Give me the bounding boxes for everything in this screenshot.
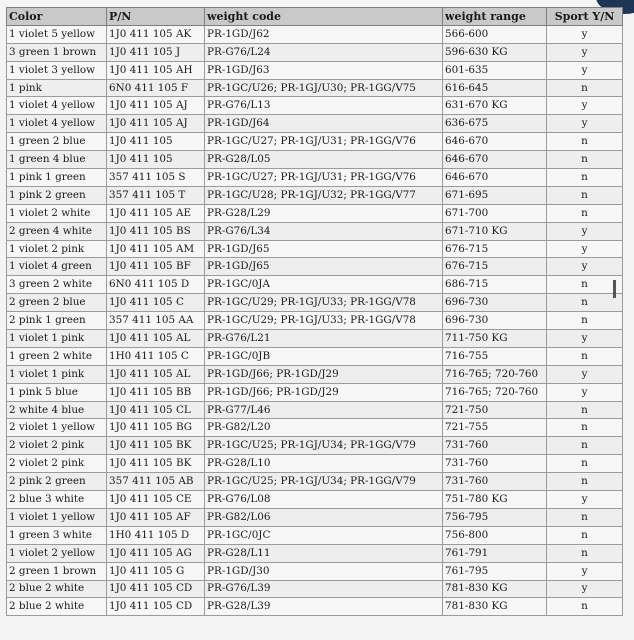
cell-weight-code[interactable]: PR-G77/L46 bbox=[205, 401, 443, 419]
table-row[interactable] bbox=[7, 365, 623, 383]
column-header-color[interactable]: Color bbox=[7, 8, 107, 26]
column-header-part-number[interactable]: P/N bbox=[107, 8, 205, 26]
cell-weight-code[interactable]: PR-G28/L39 bbox=[205, 598, 443, 616]
cell-weight-range[interactable]: 731-760 bbox=[443, 473, 547, 491]
cell-weight-range[interactable]: 636-675 bbox=[443, 115, 547, 133]
table-row[interactable] bbox=[7, 294, 623, 312]
cell-color[interactable]: 3 green 2 white bbox=[7, 276, 107, 294]
cell-cursor-icon bbox=[613, 280, 616, 298]
cell-color[interactable]: 1 green 2 blue bbox=[7, 133, 107, 151]
cell-part-number[interactable]: 1J0 411 105 AE bbox=[107, 204, 205, 222]
cell-weight-range[interactable]: 671-695 bbox=[443, 186, 547, 204]
table-row[interactable] bbox=[7, 97, 623, 115]
cell-color[interactable]: 1 violet 2 yellow bbox=[7, 544, 107, 562]
cell-weight-range[interactable]: 696-730 bbox=[443, 312, 547, 330]
table-row[interactable] bbox=[7, 419, 623, 437]
cell-weight-code[interactable]: PR-1GC/U27; PR-1GJ/U31; PR-1GG/V76 bbox=[205, 169, 443, 187]
cell-weight-code[interactable]: PR-1GC/U26; PR-1GJ/U30; PR-1GG/V75 bbox=[205, 79, 443, 97]
table-row[interactable] bbox=[7, 79, 623, 97]
cell-weight-code[interactable]: PR-1GC/0JB bbox=[205, 347, 443, 365]
cell-weight-code[interactable]: PR-1GD/J65 bbox=[205, 240, 443, 258]
cell-part-number[interactable]: 1J0 411 105 bbox=[107, 133, 205, 151]
table-row[interactable] bbox=[7, 598, 623, 616]
cell-sport[interactable]: n bbox=[547, 186, 623, 204]
cell-color[interactable]: 1 pink 2 green bbox=[7, 186, 107, 204]
table-row[interactable] bbox=[7, 437, 623, 455]
column-header-sport[interactable]: Sport Y/N bbox=[547, 8, 623, 26]
cell-weight-code[interactable]: PR-1GC/0JC bbox=[205, 526, 443, 544]
cell-weight-range[interactable]: 676-715 bbox=[443, 258, 547, 276]
cell-weight-range[interactable]: 566-600 bbox=[443, 25, 547, 43]
cell-color[interactable]: 1 green 3 white bbox=[7, 526, 107, 544]
cell-weight-code[interactable]: PR-1GC/U25; PR-1GJ/U34; PR-1GG/V79 bbox=[205, 473, 443, 491]
cell-weight-range[interactable]: 676-715 bbox=[443, 240, 547, 258]
cell-part-number[interactable]: 1J0 411 105 BB bbox=[107, 383, 205, 401]
cell-sport[interactable]: y bbox=[547, 115, 623, 133]
cell-part-number[interactable]: 1J0 411 105 AJ bbox=[107, 97, 205, 115]
cell-part-number[interactable]: 1J0 411 105 AL bbox=[107, 365, 205, 383]
table-row[interactable] bbox=[7, 258, 623, 276]
cell-sport[interactable]: n bbox=[547, 526, 623, 544]
cell-weight-code[interactable]: PR-G76/L24 bbox=[205, 43, 443, 61]
cell-sport[interactable]: y bbox=[547, 365, 623, 383]
table-row[interactable] bbox=[7, 25, 623, 43]
cell-sport[interactable]: n bbox=[547, 455, 623, 473]
cell-weight-code[interactable]: PR-G28/L10 bbox=[205, 455, 443, 473]
cell-color[interactable]: 3 green 1 brown bbox=[7, 43, 107, 61]
cell-sport[interactable]: n bbox=[547, 276, 623, 294]
table-row[interactable] bbox=[7, 526, 623, 544]
cell-sport[interactable]: y bbox=[547, 61, 623, 79]
cell-weight-range[interactable]: 721-750 bbox=[443, 401, 547, 419]
cell-color[interactable]: 1 violet 4 yellow bbox=[7, 115, 107, 133]
cell-sport[interactable]: y bbox=[547, 580, 623, 598]
cell-sport[interactable]: n bbox=[547, 419, 623, 437]
cell-weight-code[interactable]: PR-1GD/J30 bbox=[205, 562, 443, 580]
cell-weight-code[interactable]: PR-1GD/J65 bbox=[205, 258, 443, 276]
cell-sport[interactable]: y bbox=[547, 258, 623, 276]
cell-part-number[interactable]: 1J0 411 105 AG bbox=[107, 544, 205, 562]
cell-color[interactable]: 1 violet 2 white bbox=[7, 204, 107, 222]
cell-part-number[interactable]: 357 411 105 AA bbox=[107, 312, 205, 330]
cell-weight-code[interactable]: PR-G82/L20 bbox=[205, 419, 443, 437]
cell-color[interactable]: 1 violet 2 pink bbox=[7, 240, 107, 258]
cell-color[interactable]: 1 violet 1 yellow bbox=[7, 508, 107, 526]
cell-sport[interactable]: n bbox=[547, 508, 623, 526]
cell-weight-range[interactable]: 721-755 bbox=[443, 419, 547, 437]
cell-weight-range[interactable]: 646-670 bbox=[443, 151, 547, 169]
cell-part-number[interactable]: 357 411 105 S bbox=[107, 169, 205, 187]
column-header-weight-range[interactable]: weight range bbox=[443, 8, 547, 26]
cell-sport[interactable]: y bbox=[547, 222, 623, 240]
cell-weight-range[interactable]: 696-730 bbox=[443, 294, 547, 312]
cell-weight-range[interactable]: 601-635 bbox=[443, 61, 547, 79]
cell-part-number[interactable]: 1J0 411 105 CD bbox=[107, 598, 205, 616]
cell-sport[interactable]: y bbox=[547, 97, 623, 115]
table-row[interactable] bbox=[7, 133, 623, 151]
cell-weight-code[interactable]: PR-1GD/J66; PR-1GD/J29 bbox=[205, 365, 443, 383]
table-row[interactable] bbox=[7, 544, 623, 562]
cell-part-number[interactable]: 6N0 411 105 F bbox=[107, 79, 205, 97]
cell-part-number[interactable]: 1H0 411 105 C bbox=[107, 347, 205, 365]
cell-weight-range[interactable]: 646-670 bbox=[443, 169, 547, 187]
cell-part-number[interactable]: 357 411 105 T bbox=[107, 186, 205, 204]
cell-sport[interactable]: y bbox=[547, 491, 623, 509]
cell-weight-code[interactable]: PR-1GC/U25; PR-1GJ/U34; PR-1GG/V79 bbox=[205, 437, 443, 455]
cell-weight-code[interactable]: PR-G76/L34 bbox=[205, 222, 443, 240]
table-header-row bbox=[7, 8, 623, 26]
table-row[interactable] bbox=[7, 240, 623, 258]
cell-color[interactable]: 2 pink 1 green bbox=[7, 312, 107, 330]
cell-weight-code[interactable]: PR-G76/L08 bbox=[205, 491, 443, 509]
cell-color[interactable]: 2 white 4 blue bbox=[7, 401, 107, 419]
cell-part-number[interactable]: 1J0 411 105 AL bbox=[107, 330, 205, 348]
cell-part-number[interactable]: 1J0 411 105 BK bbox=[107, 455, 205, 473]
cell-weight-code[interactable]: PR-1GC/U29; PR-1GJ/U33; PR-1GG/V78 bbox=[205, 294, 443, 312]
table-row[interactable] bbox=[7, 151, 623, 169]
cell-part-number[interactable]: 357 411 105 AB bbox=[107, 473, 205, 491]
cell-sport[interactable]: n bbox=[547, 133, 623, 151]
cell-sport[interactable]: n bbox=[547, 544, 623, 562]
cell-weight-code[interactable]: PR-1GC/0JA bbox=[205, 276, 443, 294]
cell-sport[interactable]: n bbox=[547, 473, 623, 491]
cell-weight-range[interactable]: 711-750 KG bbox=[443, 330, 547, 348]
column-header-weight-code[interactable]: weight code bbox=[205, 8, 443, 26]
cell-weight-code[interactable]: PR-1GC/U27; PR-1GJ/U31; PR-1GG/V76 bbox=[205, 133, 443, 151]
cell-part-number[interactable]: 1J0 411 105 AJ bbox=[107, 115, 205, 133]
cell-weight-code[interactable]: PR-1GC/U28; PR-1GJ/U32; PR-1GG/V77 bbox=[205, 186, 443, 204]
cell-color[interactable]: 1 pink bbox=[7, 79, 107, 97]
cell-part-number[interactable]: 6N0 411 105 D bbox=[107, 276, 205, 294]
cell-color[interactable]: 2 violet 2 pink bbox=[7, 437, 107, 455]
cell-sport[interactable]: n bbox=[547, 401, 623, 419]
cell-weight-range[interactable]: 761-791 bbox=[443, 544, 547, 562]
cell-color[interactable]: 1 violet 1 pink bbox=[7, 365, 107, 383]
cell-weight-range[interactable]: 781-830 KG bbox=[443, 598, 547, 616]
cell-part-number[interactable]: 1J0 411 105 AK bbox=[107, 25, 205, 43]
table-row[interactable] bbox=[7, 276, 623, 294]
cell-weight-range[interactable]: 686-715 bbox=[443, 276, 547, 294]
table-row[interactable] bbox=[7, 401, 623, 419]
table-row[interactable] bbox=[7, 186, 623, 204]
table-row[interactable] bbox=[7, 222, 623, 240]
cell-sport[interactable]: n bbox=[547, 151, 623, 169]
cell-part-number[interactable]: 1J0 411 105 CL bbox=[107, 401, 205, 419]
cell-sport[interactable]: n bbox=[547, 312, 623, 330]
cell-part-number[interactable]: 1J0 411 105 BF bbox=[107, 258, 205, 276]
table-row[interactable] bbox=[7, 508, 623, 526]
cell-weight-code[interactable]: PR-G28/L29 bbox=[205, 204, 443, 222]
cell-weight-code[interactable]: PR-1GD/J66; PR-1GD/J29 bbox=[205, 383, 443, 401]
cell-weight-code[interactable]: PR-1GD/J64 bbox=[205, 115, 443, 133]
cell-weight-range[interactable]: 781-830 KG bbox=[443, 580, 547, 598]
cell-weight-range[interactable]: 716-765; 720-760 bbox=[443, 365, 547, 383]
cell-weight-range[interactable]: 596-630 KG bbox=[443, 43, 547, 61]
cell-part-number[interactable]: 1J0 411 105 BK bbox=[107, 437, 205, 455]
table-body bbox=[7, 25, 623, 615]
spring-parts-table bbox=[6, 7, 623, 616]
cell-color[interactable]: 1 pink 1 green bbox=[7, 169, 107, 187]
cell-sport[interactable]: n bbox=[547, 598, 623, 616]
cell-weight-code[interactable]: PR-G76/L39 bbox=[205, 580, 443, 598]
cell-weight-code[interactable]: PR-G28/L05 bbox=[205, 151, 443, 169]
cell-weight-code[interactable]: PR-G76/L13 bbox=[205, 97, 443, 115]
cell-weight-range[interactable]: 716-765; 720-760 bbox=[443, 383, 547, 401]
cell-weight-range[interactable]: 731-760 bbox=[443, 437, 547, 455]
cell-weight-code[interactable]: PR-G82/L06 bbox=[205, 508, 443, 526]
cell-weight-range[interactable]: 716-755 bbox=[443, 347, 547, 365]
cell-sport[interactable]: n bbox=[547, 437, 623, 455]
cell-color[interactable]: 2 violet 2 pink bbox=[7, 455, 107, 473]
cell-color[interactable]: 1 violet 3 yellow bbox=[7, 61, 107, 79]
cell-sport[interactable]: y bbox=[547, 25, 623, 43]
cell-sport[interactable]: y bbox=[547, 383, 623, 401]
cell-part-number[interactable]: 1J0 411 105 BS bbox=[107, 222, 205, 240]
table-row[interactable] bbox=[7, 491, 623, 509]
cell-part-number[interactable]: 1J0 411 105 G bbox=[107, 562, 205, 580]
cell-sport[interactable]: y bbox=[547, 330, 623, 348]
cell-sport[interactable]: n bbox=[547, 294, 623, 312]
cell-part-number[interactable]: 1J0 411 105 BG bbox=[107, 419, 205, 437]
cell-weight-range[interactable]: 756-795 bbox=[443, 508, 547, 526]
table-row[interactable] bbox=[7, 347, 623, 365]
cell-color[interactable]: 1 green 4 blue bbox=[7, 151, 107, 169]
cell-sport[interactable]: n bbox=[547, 204, 623, 222]
cell-part-number[interactable]: 1J0 411 105 bbox=[107, 151, 205, 169]
cell-color[interactable]: 1 green 2 white bbox=[7, 347, 107, 365]
cell-color[interactable]: 2 green 2 blue bbox=[7, 294, 107, 312]
table-row[interactable] bbox=[7, 383, 623, 401]
cell-color[interactable]: 1 violet 4 green bbox=[7, 258, 107, 276]
table-row[interactable] bbox=[7, 562, 623, 580]
cell-sport[interactable]: n bbox=[547, 347, 623, 365]
cell-color[interactable]: 1 violet 5 yellow bbox=[7, 25, 107, 43]
cell-weight-range[interactable]: 616-645 bbox=[443, 79, 547, 97]
cell-weight-range[interactable]: 646-670 bbox=[443, 133, 547, 151]
cell-weight-range[interactable]: 731-760 bbox=[443, 455, 547, 473]
cell-weight-range[interactable]: 631-670 KG bbox=[443, 97, 547, 115]
cell-weight-code[interactable]: PR-1GD/J63 bbox=[205, 61, 443, 79]
table-row[interactable] bbox=[7, 312, 623, 330]
table-row[interactable] bbox=[7, 61, 623, 79]
cell-weight-range[interactable]: 751-780 KG bbox=[443, 491, 547, 509]
cell-weight-code[interactable]: PR-1GC/U29; PR-1GJ/U33; PR-1GG/V78 bbox=[205, 312, 443, 330]
cell-color[interactable]: 2 blue 2 white bbox=[7, 598, 107, 616]
table-row[interactable] bbox=[7, 204, 623, 222]
cell-part-number[interactable]: 1J0 411 105 CD bbox=[107, 580, 205, 598]
cell-part-number[interactable]: 1J0 411 105 J bbox=[107, 43, 205, 61]
cell-color[interactable]: 1 violet 4 yellow bbox=[7, 97, 107, 115]
table-row[interactable] bbox=[7, 473, 623, 491]
cell-sport[interactable]: y bbox=[547, 43, 623, 61]
table-row[interactable] bbox=[7, 169, 623, 187]
table-row[interactable] bbox=[7, 43, 623, 61]
cell-weight-code[interactable]: PR-G28/L11 bbox=[205, 544, 443, 562]
cell-sport[interactable]: n bbox=[547, 169, 623, 187]
cell-color[interactable]: 2 blue 2 white bbox=[7, 580, 107, 598]
cell-color[interactable]: 2 violet 1 yellow bbox=[7, 419, 107, 437]
table-row[interactable] bbox=[7, 115, 623, 133]
cell-part-number[interactable]: 1J0 411 105 AM bbox=[107, 240, 205, 258]
cell-color[interactable]: 2 green 1 brown bbox=[7, 562, 107, 580]
cell-part-number[interactable]: 1J0 411 105 CE bbox=[107, 491, 205, 509]
cell-weight-range[interactable]: 671-710 KG bbox=[443, 222, 547, 240]
cell-weight-range[interactable]: 756-800 bbox=[443, 526, 547, 544]
cell-part-number[interactable]: 1J0 411 105 AF bbox=[107, 508, 205, 526]
cell-color[interactable]: 2 blue 3 white bbox=[7, 491, 107, 509]
cell-weight-range[interactable]: 671-700 bbox=[443, 204, 547, 222]
cell-color[interactable]: 2 green 4 white bbox=[7, 222, 107, 240]
cell-weight-code[interactable]: PR-G76/L21 bbox=[205, 330, 443, 348]
cell-part-number[interactable]: 1J0 411 105 C bbox=[107, 294, 205, 312]
cell-sport[interactable]: y bbox=[547, 562, 623, 580]
cell-weight-range[interactable]: 761-795 bbox=[443, 562, 547, 580]
cell-color[interactable]: 2 pink 2 green bbox=[7, 473, 107, 491]
cell-weight-code[interactable]: PR-1GD/J62 bbox=[205, 25, 443, 43]
table-row[interactable] bbox=[7, 580, 623, 598]
cell-part-number[interactable]: 1J0 411 105 AH bbox=[107, 61, 205, 79]
table-row[interactable] bbox=[7, 330, 623, 348]
cell-sport[interactable]: n bbox=[547, 79, 623, 97]
table-row[interactable] bbox=[7, 455, 623, 473]
cell-color[interactable]: 1 violet 1 pink bbox=[7, 330, 107, 348]
cell-part-number[interactable]: 1H0 411 105 D bbox=[107, 526, 205, 544]
cell-sport[interactable]: y bbox=[547, 240, 623, 258]
cell-color[interactable]: 1 pink 5 blue bbox=[7, 383, 107, 401]
